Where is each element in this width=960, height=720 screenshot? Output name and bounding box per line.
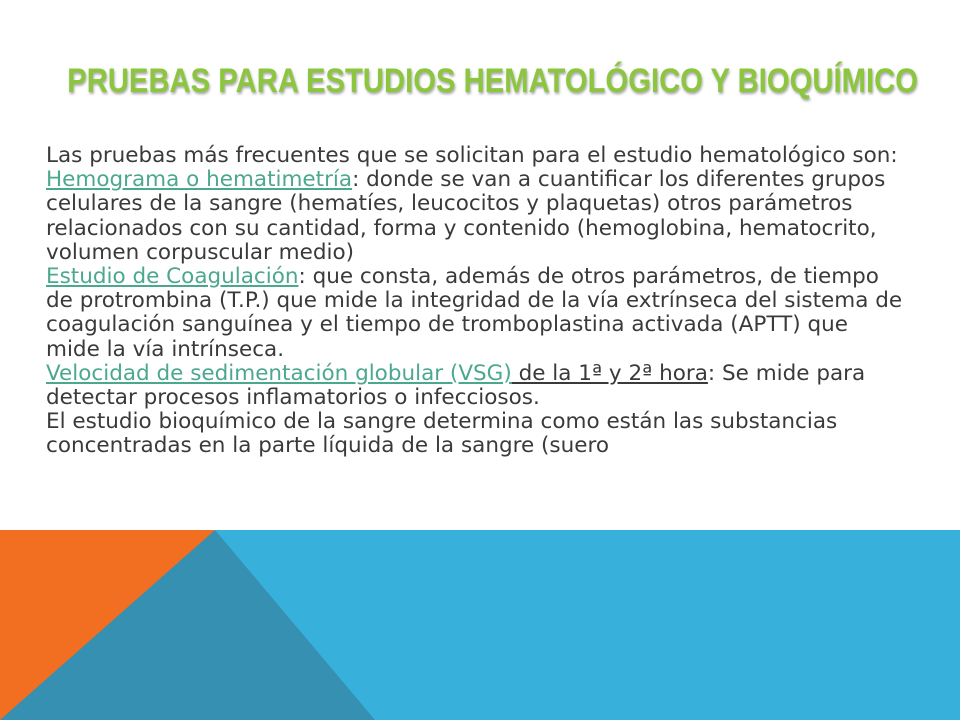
paragraph-hemograma [46,168,906,265]
vsg-text: : Se mide para detectar procesos inflamatorios o infecciosos. [46,360,866,411]
decorative-triangles [0,530,960,720]
intro-text: Las pruebas más frecuentes que se solicitan para el estudio hematológico son: [46,143,898,168]
bioquimico-text: El estudio bioquímico de la sangre determina como están las substancias concentradas en la parte líquida de la sangre (suero [46,409,838,459]
coagulacion-link[interactable]: Estudio de Coagulación [46,264,299,290]
body-text-image [38,140,910,502]
paragraph-coagulacion [46,265,906,362]
hemograma-link[interactable]: Hemograma o hematimetría [46,167,353,193]
paragraph-vsg [46,362,906,410]
slide-title: PRUEBAS PARA ESTUDIOS HEMATOLÓGICO Y BIOQUÍMICO [67,62,918,100]
coagulacion-text: : que consta, además de otros parámetros, de tiempo de protrombina (T.P.) que mide la integridad de la vía extrínseca del sistema de coagulación sanguínea y el tiempo de tromboplastina activada (APTT) que mide la vía intrínseca. [46,264,903,362]
body-text [46,144,906,459]
vsg-link-suffix: de la 1ª y 2ª hora [511,360,708,386]
paragraph-intro [46,144,906,168]
paragraph-bioquimico [46,410,906,458]
vsg-link[interactable]: Velocidad de sedimentación globular (VSG) [46,360,512,386]
hemograma-text: : donde se van a cuantificar los diferentes grupos celulares de la sangre (hematíes, leucocitos y plaquetas) otros parámetros relacionados con su cantidad, forma y contenido (hemoglobina, hematocrito, volumen corpuscular medio) [46,167,886,265]
